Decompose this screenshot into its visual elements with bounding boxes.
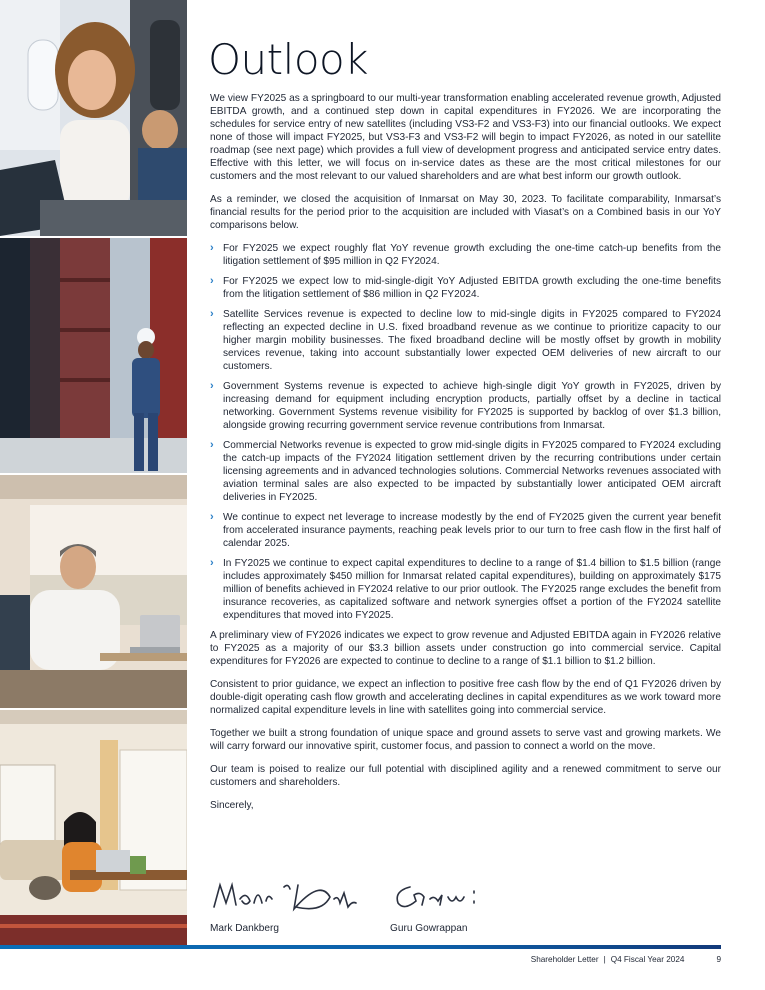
closing-paragraph: Together we built a strong foundation of unique space and ground assets to serve vast and growing markets. We will carry forward our innovative spirit, customer focus, and passion to connect a world on the move. [210, 728, 721, 752]
intro-paragraph: We view FY2025 as a springboard to our multi-year transformation enabling accelerated revenue growth, Adjusted EBITDA growth, and a continued step down in capital expenditures in FY2026. We are incorporating the schedules for service entry of new satellites (including VS3-F2 and VS3-F3) into our financial outlooks. We expect none of those will impact FY2025, but VS3-F3 and VS3-F2 will begin to impact FY2026, as noted in our satellite roadmap (see next page) which provides a full view of development progress and anticipated service entry dates. Effective with this letter, we will focus on in-service dates as these are the most critical milestones for our customers and the most relevant to our valued shareholders and are what best inform our growth outlook. [210, 93, 721, 182]
list-item [210, 511, 721, 550]
list-item [210, 439, 721, 504]
list-item-text: We continue to expect net leverage to increase modestly by the end of FY2025 given the current year benefit from accelerated insurance payments, reaching peak levels prior to our turn to free cash flow in the first half of calendar 2025. [223, 512, 721, 549]
signatory-name: Mark Dankberg [210, 923, 280, 934]
closing-paragraph: Consistent to prior guidance, we expect an inflection to positive free cash flow by the end of Q1 FY2026 driven by double-digit operating cash flow growth and accelerating declines in capital expenditures as we work toward more normalized capital expenditure levels in line with satellites going into commercial service. [210, 679, 721, 716]
chevron-right-icon: › [210, 511, 214, 523]
list-item [210, 308, 721, 373]
closing-paragraph: A preliminary view of FY2026 indicates we expect to grow revenue and Adjusted EBITDA again in FY2026 relative to FY2025 as a majority of our $3.3 billion assets under construction go into commercial service. Capital expenditures for FY2026 are expected to continue to decline to a range of $1.1 billion to $1.2 billion. [210, 630, 721, 667]
footer-period: Q4 Fiscal Year 2024 [610, 955, 685, 964]
page-number: 9 [716, 955, 721, 964]
photo-woman-home-laptop [0, 710, 187, 947]
intro-paragraph: As a reminder, we closed the acquisition of Inmarsat on May 30, 2023. To facilitate comparability, Inmarsat’s financial results for the period prior to the acquisition are included with Viasat’s on a Combined basis in our YoY comparisons below. [210, 194, 721, 231]
photo-man-train-laptop [0, 475, 187, 708]
footer-divider [0, 945, 721, 949]
list-item [210, 242, 721, 268]
list-item-text: Government Systems revenue is expected to achieve high-single digit YoY growth in FY2025, driven by increasing demand for equipment including encryption products, partially offset by a decline in tactical networking. Government Systems revenue visibility for FY2025 is supported by backlog of over $1.3 billion, alongside growing recurring government service revenue contributions from Inmarsat. [223, 381, 721, 431]
list-item-text: For FY2025 we expect roughly flat YoY revenue growth excluding the one-time catch-up benefits from the litigation settlement of $95 million in Q2 FY2024. [223, 243, 721, 267]
chevron-right-icon: › [210, 439, 214, 451]
photo-shipping-containers-worker [0, 238, 187, 473]
list-item [210, 380, 721, 432]
chevron-right-icon: › [210, 308, 214, 320]
letter-body [210, 36, 721, 822]
page-title: Outlook [208, 35, 369, 84]
list-item [210, 275, 721, 301]
chevron-right-icon: › [210, 275, 214, 287]
closing-paragraph: Our team is poised to realize our full potential with disciplined agility and a renewed commitment to serve our customers and shareholders. [210, 764, 721, 788]
list-item-text: In FY2025 we continue to expect capital expenditures to decline to a range of $1.4 billion to $1.5 billion (range includes approximately $450 million for Inmarsat related capital expenditures), building on approximately $175 million of benefits achieved in FY2024 relative to our prior outlook. The FY2025 range excludes the benefit from insurance recoveries, as capitalized software and network synergies offset a portion of the FY2024 satellite expenditures that moved into FY2025. [223, 558, 721, 621]
signature-block [210, 867, 510, 937]
signatory-name: Guru Gowrappan [390, 923, 468, 934]
list-item [210, 557, 721, 622]
page-footer [531, 955, 721, 964]
valediction: Sincerely, [210, 800, 254, 811]
list-item-text: Satellite Services revenue is expected to decline low to mid-single digits in FY2025 compared to FY2024 reflecting an expected decline in U.S. fixed broadband revenue as we continue to prioritize capacity to our higher margin mobility businesses. The fixed broadband decline will be mostly offset by growth in mobility services revenue, taking into account substantially lower expected OEM deliveries of new aircraft to our customers. [223, 309, 721, 372]
signature-guru-gowrappan [390, 877, 490, 917]
outlook-bullet-list [210, 242, 721, 622]
chevron-right-icon: › [210, 557, 214, 569]
signature-mark-dankberg [210, 873, 360, 917]
chevron-right-icon: › [210, 380, 214, 392]
list-item-text: For FY2025 we expect low to mid-single-digit YoY Adjusted EBITDA growth excluding the one-time benefits from the litigation settlement of $86 million in Q2 FY2024. [223, 276, 721, 300]
footer-document-title: Shareholder Letter [530, 955, 599, 964]
chevron-right-icon: › [210, 242, 214, 254]
photo-airplane-passengers [0, 0, 187, 236]
footer-separator: | [603, 955, 606, 964]
list-item-text: Commercial Networks revenue is expected to grow mid-single digits in FY2025 compared to FY2024 excluding the catch-up impacts of the FY2024 litigation settlement driven by the recurring contributions under certain licensing agreements and in advanced technologies solutions. Commercial Networks revenues associated with aviation terminal sales are also expected to be impacted by substantially lower anticipated OEM aircraft deliveries in FY2025. [223, 440, 721, 503]
